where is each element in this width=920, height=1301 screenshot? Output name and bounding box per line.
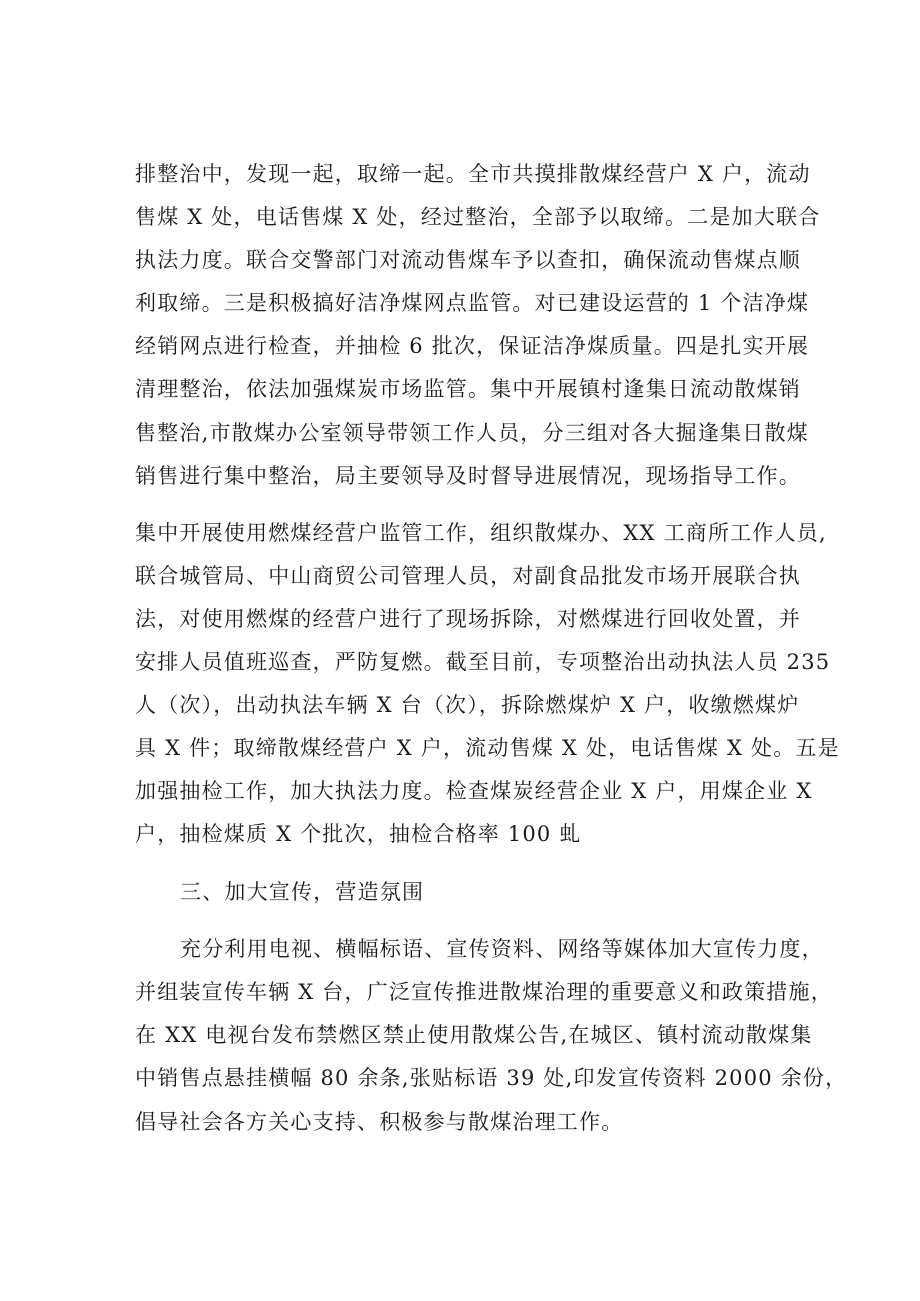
text-line: 排整治中，发现一起，取缔一起。全市共摸排散煤经营户 X 户，流动 bbox=[135, 162, 811, 186]
text-line: 售煤 X 处，电话售煤 X 处，经过整治，全部予以取缔。二是加大联合 bbox=[135, 205, 821, 229]
text-line: 并组装宣传车辆 X 台，广泛宣传推进散煤治理的重要意义和政策措施， bbox=[135, 980, 833, 1004]
text-line: 执法力度。联合交警部门对流动售煤车予以查扣，确保流动售煤点顺 bbox=[135, 248, 801, 272]
text-line: 法，对使用燃煤的经营户进行了现场拆除，对燃煤进行回收处置，并 bbox=[135, 607, 801, 631]
text-line: 售整治,市散煤办公室领导带领工作人员，分三组对各大掘逢集日散煤 bbox=[135, 421, 809, 445]
text-line: 充分利用电视、横幅标语、宣传资料、网络等媒体加大宣传力度， bbox=[180, 937, 824, 961]
text-line: 清理整治，依法加强煤炭市场监管。集中开展镇村逢集日流动散煤销 bbox=[135, 377, 801, 401]
section-three-heading: 三、加大宣传，营造氛围 bbox=[180, 880, 425, 904]
text-line: 中销售点悬挂横幅 80 余条,张贴标语 39 处,印发宣传资料 2000 余份， bbox=[135, 1066, 848, 1090]
text-line: 利取缔。三是积极搞好洁净煤网点监管。对已建设运营的 1 个洁净煤 bbox=[135, 291, 810, 315]
text-line: 具 X 件；取缔散煤经营户 X 户，流动售煤 X 处，电话售煤 X 处。五是 bbox=[135, 736, 840, 760]
text-line: 集中开展使用燃煤经营户监管工作，组织散煤办、XX 工商所工作人员, bbox=[135, 521, 827, 545]
text-line: 经销网点进行检查，并抽检 6 批次，保证洁净煤质量。四是扎实开展 bbox=[135, 334, 810, 358]
text-line: 销售进行集中整治，局主要领导及时督导进展情况，现场指导工作。 bbox=[135, 464, 801, 488]
text-line: 人（次），出动执法车辆 X 台（次），拆除燃煤炉 X 户，收缴燃煤炉 bbox=[135, 693, 800, 717]
text-line: 在 XX 电视台发布禁燃区禁止使用散煤公告,在城区、镇村流动散煤集 bbox=[135, 1023, 813, 1047]
text-line: 倡导社会各方关心支持、积极参与散煤治理工作。 bbox=[135, 1110, 624, 1134]
text-line: 户，抽检煤质 X 个批次，抽检合格率 100 虬 bbox=[135, 822, 582, 846]
text-line: 联合城管局、中山商贸公司管理人员，对副食品批发市场开展联合执 bbox=[135, 564, 801, 588]
text-line: 加强抽检工作，加大执法力度。检查煤炭经营企业 X 户，用煤企业 X bbox=[135, 779, 813, 803]
text-line: 安排人员值班巡查，严防复燃。截至目前，专项整治出动执法人员 235 bbox=[135, 650, 831, 674]
